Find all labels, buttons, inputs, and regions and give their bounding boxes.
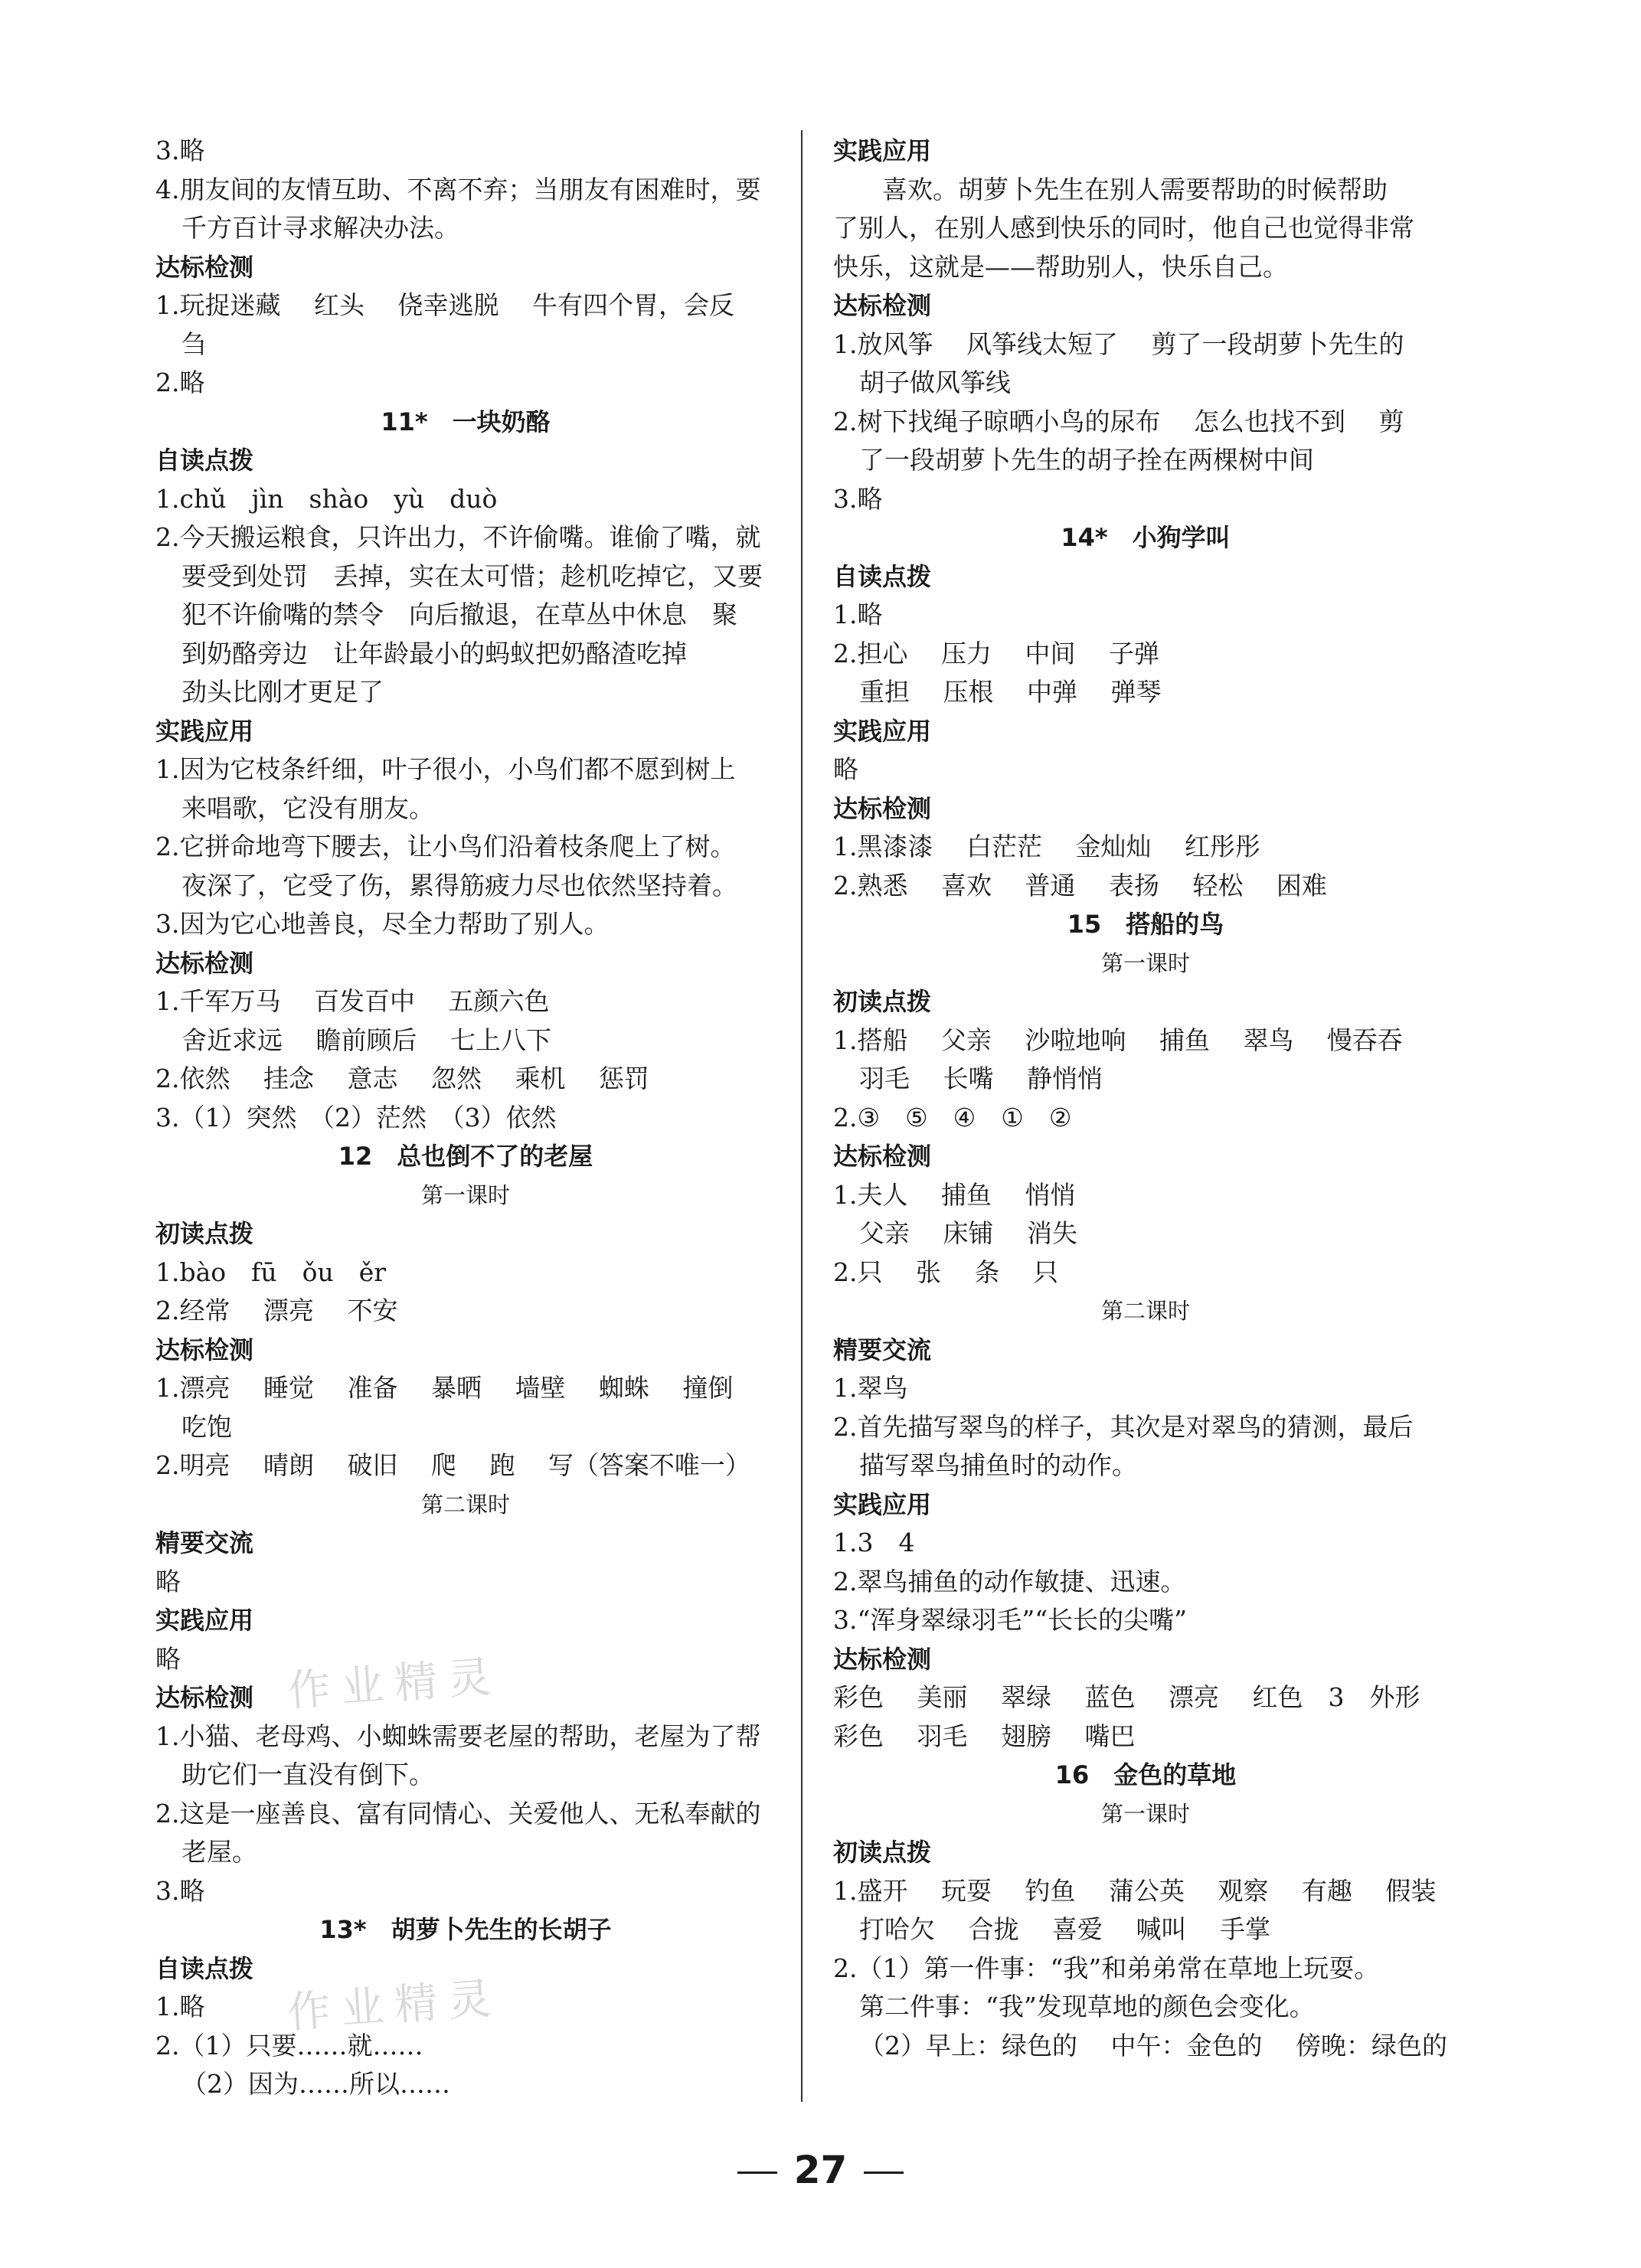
text-line: 1.3 4	[833, 1528, 915, 1557]
text-line: 1.夫人 捕鱼 悄悄	[833, 1179, 1076, 1210]
text-line: 彩色 羽毛 翅膀 嘴巴	[833, 1721, 1136, 1751]
text-line: 1.玩捉迷藏 红头 侥幸逃脱 牛有四个胃，会反	[155, 290, 734, 320]
section-heading: 实践应用	[833, 136, 932, 165]
text-line-continued: 舍近求远 瞻前顾后 七上八下	[181, 1025, 551, 1055]
text-line: 彩色 美丽 翠绿 蓝色 漂亮 红色 3 外形	[833, 1682, 1420, 1712]
lesson-title: 16 金色的草地	[1054, 1760, 1237, 1789]
text-line: 3.略	[155, 136, 205, 165]
lesson-period: 第二课时	[420, 1491, 510, 1518]
text-line-continued: 犯不许偷嘴的禁令 向后撤退，在草丛中休息 聚	[181, 600, 737, 629]
section-heading: 达标检测	[833, 1644, 932, 1674]
text-line: 2.只 张 条 只	[833, 1257, 1058, 1287]
text-line: 3.略	[833, 483, 883, 514]
text-line-continued: 劲头比刚才更足了	[181, 677, 384, 707]
text-line: 4.朋友间的友情互助、不离不弃；当朋友有困难时，要	[155, 174, 761, 204]
text-line: 2.担心 压力 中间 子弹	[833, 638, 1159, 668]
text-line-continued: 到奶酪旁边 让年龄最小的蚂蚁把奶酪渣吃掉	[181, 638, 687, 668]
section-heading: 初读点拨	[833, 987, 932, 1016]
section-heading: 自读点拨	[155, 446, 254, 475]
text-line: 2.首先描写翠鸟的样子，其次是对翠鸟的猜测，最后	[833, 1411, 1414, 1442]
text-line: 2.经常 漂亮 不安	[155, 1296, 398, 1325]
watermark-upper: 作业精灵	[286, 1652, 504, 1717]
text-line: 2.③ ⑤ ④ ① ②	[833, 1102, 1072, 1132]
text-line-continued: 第二件事：“我”发现草地的颜色会变化。	[859, 1992, 1315, 2021]
text-line: 2.略	[155, 368, 205, 397]
text-line-continued: 了一段胡萝卜先生的胡子拴在两棵树中间	[859, 445, 1314, 475]
text-line: 1.放风筝 风筝线太短了 剪了一段胡萝卜先生的	[833, 328, 1404, 359]
section-heading: 精要交流	[833, 1335, 932, 1364]
text-line: 2.树下找绳子晾晒小鸟的尿布 怎么也找不到 剪	[833, 406, 1404, 436]
section-heading: 实践应用	[833, 716, 932, 746]
section-heading: 自读点拨	[833, 561, 932, 591]
left-column	[155, 132, 776, 2104]
text-line: 1.chǔ jìn shào yù duò	[155, 483, 498, 514]
section-heading: 达标检测	[155, 1683, 254, 1712]
text-line: 2.它拼命地弯下腰去，让小鸟们沿着枝条爬上了树。	[155, 832, 736, 861]
section-heading: 达标检测	[155, 1335, 254, 1364]
text-line-continued: 吃饱	[181, 1411, 232, 1442]
text-line: 2.翠鸟捕鱼的动作敏捷、迅速。	[833, 1566, 1186, 1596]
section-heading: 初读点拨	[155, 1219, 254, 1248]
lesson-title: 13* 胡萝卜先生的长胡子	[319, 1915, 612, 1944]
text-line-continued: （2）因为……所以……	[181, 2069, 450, 2099]
lesson-period: 第一课时	[1100, 949, 1190, 976]
text-line-continued: 千方百计寻求解决办法。	[181, 213, 459, 243]
section-heading: 实践应用	[155, 1606, 254, 1635]
text-line: 1.千军万马 百发百中 五颜六色	[155, 986, 550, 1016]
lesson-period: 第一课时	[1100, 1800, 1190, 1827]
lesson-title: 12 总也倒不了的老屋	[338, 1142, 593, 1171]
text-line: 1.黑漆漆 白茫茫 金灿灿 红彤彤	[833, 832, 1260, 861]
text-line-continued: 胡子做风筝线	[859, 368, 1011, 397]
text-line-continued: 夜深了，它受了伤，累得筋疲力尽也依然坚持着。	[181, 870, 737, 900]
section-heading: 精要交流	[155, 1528, 254, 1557]
text-line: 2.明亮 晴朗 破旧 爬 跑 写（答案不唯一）	[155, 1450, 750, 1480]
text-line-continued: 来唱歌，它没有朋友。	[181, 792, 434, 823]
page-number-dash-right	[864, 2172, 904, 2174]
section-heading: 达标检测	[155, 252, 254, 282]
text-line-continued: 刍	[181, 328, 207, 359]
text-line: 2.这是一座善良、富有同情心、关爱他人、无私奉献的	[155, 1798, 761, 1828]
text-line: 2.依然 挂念 意志 忽然 乘机 惩罚	[155, 1064, 649, 1093]
section-heading: 达标检测	[833, 291, 932, 320]
lesson-period: 第一课时	[420, 1181, 510, 1208]
section-heading: 达标检测	[833, 793, 932, 823]
page-number-dash-left	[737, 2172, 777, 2174]
text-line: 1.盛开 玩耍 钓鱼 蒲公英 观察 有趣 假装	[833, 1875, 1437, 1906]
page-number-text: 27	[793, 2148, 848, 2192]
text-line-continued: （2）早上：绿色的 中午：金色的 傍晚：绿色的	[859, 2030, 1447, 2060]
lesson-title: 14* 小狗学叫	[1061, 523, 1231, 552]
text-line: 2.熟悉 喜欢 普通 表扬 轻松 困难	[833, 870, 1327, 900]
text-line: 2.（1）第一件事：“我”和弟弟常在草地上玩耍。	[833, 1953, 1380, 1983]
text-line-continued: 要受到处罚 丢掉，实在太可惜；趁机吃掉它，又要	[181, 560, 763, 591]
text-line: 3.因为它心地善良，尽全力帮助了别人。	[155, 909, 610, 939]
text-line: 2.（1）只要……就……	[155, 2030, 423, 2060]
text-line: 3.“浑身翠绿羽毛”“长长的尖嘴”	[833, 1605, 1187, 1635]
text-line: 1.小猫、老母鸡、小蜘蛛需要老屋的帮助，老屋为了帮	[155, 1721, 761, 1751]
section-heading: 达标检测	[833, 1142, 932, 1171]
text-line-continued: 老屋。	[181, 1837, 257, 1867]
column-divider	[801, 130, 803, 2102]
text-line: 3.（1）突然 （2）茫然 （3）依然	[155, 1102, 557, 1132]
text-line: 1.搭船 父亲 沙啦地响 捕鱼 翠鸟 慢吞吞	[833, 1025, 1403, 1055]
text-line: 1.因为它枝条纤细，叶子很小，小鸟们都不愿到树上	[155, 754, 736, 784]
lesson-title: 11* 一块奶酪	[381, 407, 551, 436]
watermark-lower: 作业精灵	[286, 1973, 504, 2038]
text-line: 1.略	[833, 600, 883, 629]
section-heading: 实践应用	[833, 1489, 932, 1519]
text-line-continued: 父亲 床铺 消失	[859, 1218, 1077, 1248]
text-line: 1.bào fū ǒu ěr	[155, 1257, 387, 1287]
text-line-indented: 喜欢。胡萝卜先生在别人需要帮助的时候帮助	[882, 174, 1388, 204]
section-heading: 实践应用	[155, 716, 254, 746]
text-line: 快乐，这就是——帮助别人，快乐自己。	[833, 251, 1288, 282]
text-line: 1.漂亮 睡觉 准备 暴晒 墙壁 蜘蛛 撞倒	[155, 1373, 734, 1403]
text-line-continued: 助它们一直没有倒下。	[181, 1760, 434, 1789]
text-line: 略	[155, 1566, 181, 1596]
text-line: 略	[833, 754, 858, 784]
text-line-continued: 打哈欠 合拢 喜爱 喊叫 手掌	[859, 1914, 1270, 1944]
text-line-continued: 羽毛 长嘴 静悄悄	[859, 1064, 1103, 1093]
text-line: 3.略	[155, 1875, 205, 1906]
lesson-title: 15 搭船的鸟	[1067, 910, 1224, 939]
text-line-continued: 描写翠鸟捕鱼时的动作。	[859, 1450, 1137, 1480]
section-heading: 初读点拨	[833, 1838, 932, 1867]
text-line: 了别人，在别人感到快乐的同时，他自己也觉得非常	[833, 213, 1414, 243]
text-line-continued: 重担 压根 中弹 弹琴	[859, 677, 1162, 707]
section-heading: 自读点拨	[155, 1953, 254, 1983]
right-column	[833, 132, 1458, 2065]
text-line: 1.略	[155, 1992, 205, 2021]
text-line: 2.今天搬运粮食，只许出力，不许偷嘴。谁偷了嘴，就	[155, 522, 761, 552]
text-line: 1.翠鸟	[833, 1373, 908, 1403]
section-heading: 达标检测	[155, 948, 254, 978]
lesson-period: 第二课时	[1100, 1298, 1190, 1324]
text-line: 略	[155, 1643, 181, 1674]
page-number	[0, 2148, 1641, 2192]
